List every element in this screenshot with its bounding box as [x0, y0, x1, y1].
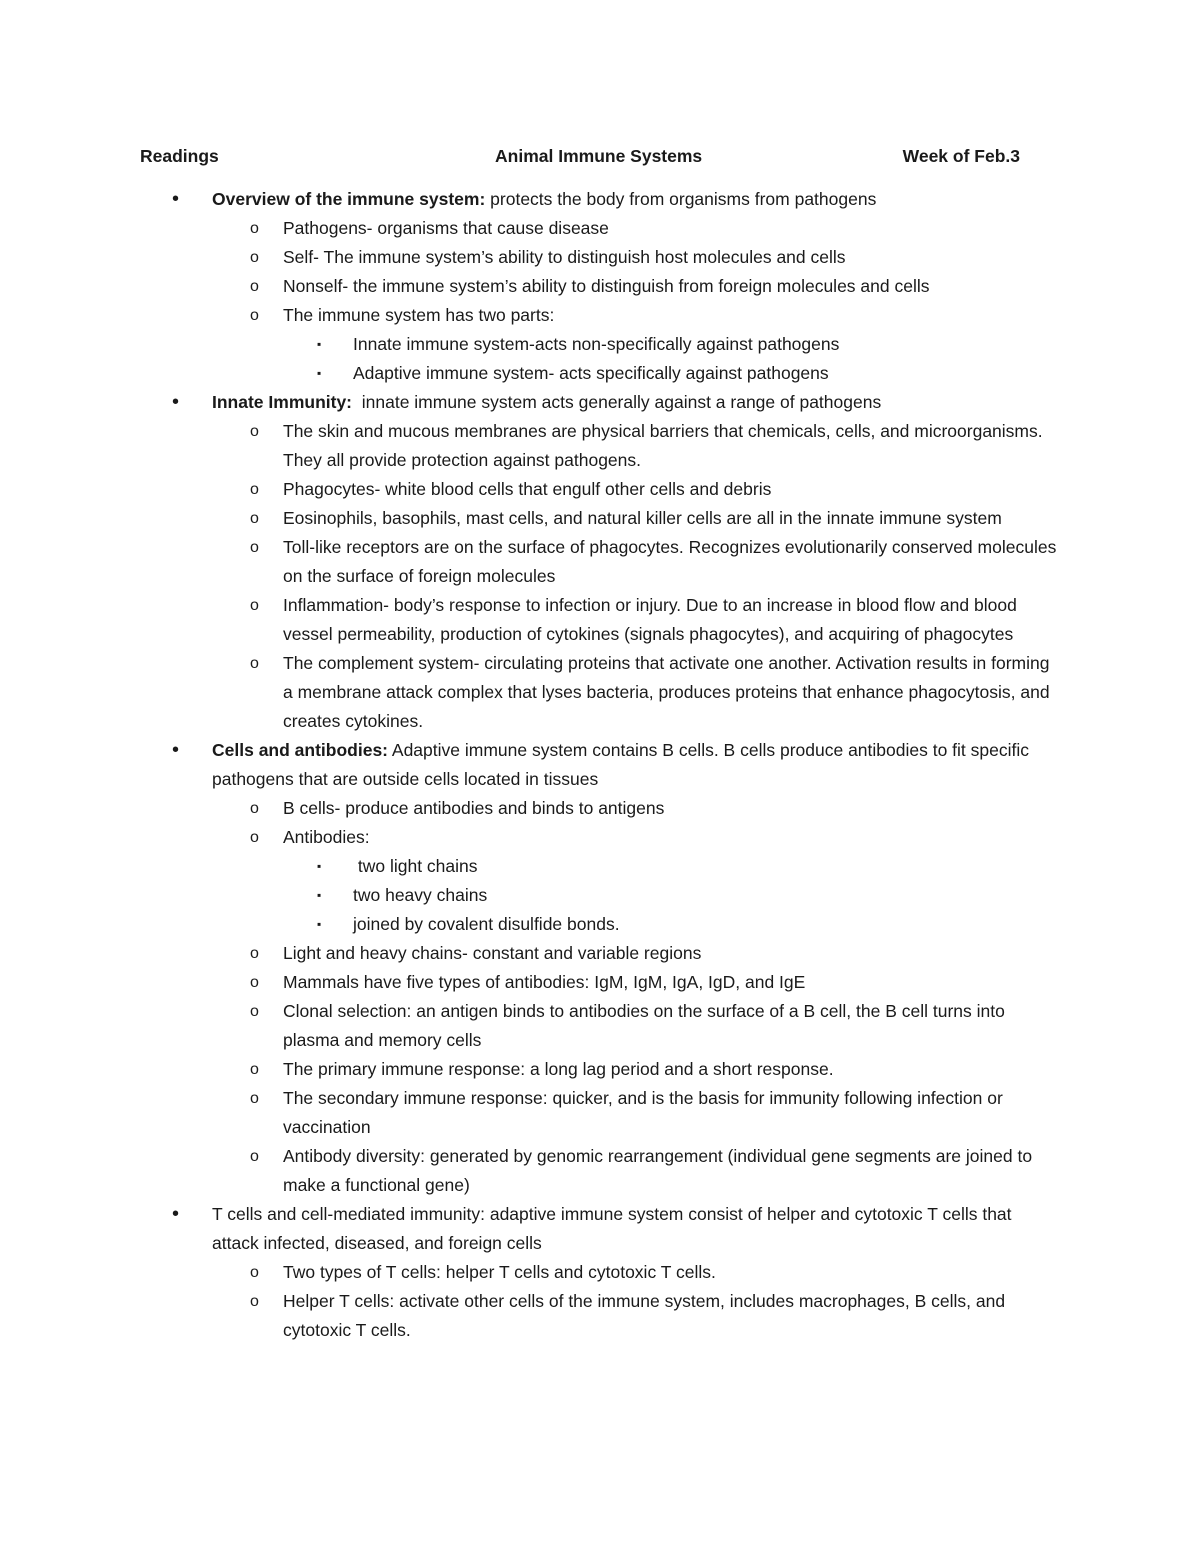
sub-bullet-item [0, 591, 1063, 649]
circle-bullet-icon: o [250, 945, 259, 962]
bullet-text: Clonal selection: an antigen binds to antibodies on the surface of a B cell, the B cell turns into plasma and memory cells [283, 1001, 1010, 1050]
bullet-text: The secondary immune response: quicker, and is the basis for immunity following infection or vaccination [283, 1088, 1008, 1137]
circle-bullet-icon: o [250, 1061, 259, 1078]
sub-bullet-item [0, 968, 1063, 997]
bullet-item [0, 185, 1062, 214]
circle-bullet-icon: o [250, 481, 259, 498]
header-left: Readings [140, 146, 219, 166]
circle-bullet-icon: o [250, 1264, 259, 1281]
bullet-item [0, 736, 1062, 794]
bullet-text: innate immune system acts generally against a range of pathogens [352, 392, 882, 412]
page-header [140, 146, 1020, 170]
sub-bullet-item [0, 1055, 1063, 1084]
circle-bullet-icon: o [250, 278, 259, 295]
circle-bullet-icon: o [250, 974, 259, 991]
bullet-text: Nonself- the immune system’s ability to distinguish from foreign molecules and cells [283, 276, 930, 296]
sub-bullet-item [0, 475, 1063, 504]
bullet-text: Pathogens- organisms that cause disease [283, 218, 609, 238]
sub-sub-bullet-item [0, 852, 1063, 881]
bullet-icon: • [172, 739, 180, 761]
sub-bullet-item [0, 1258, 1063, 1287]
circle-bullet-icon: o [250, 307, 259, 324]
bullet-text: Antibodies: [283, 827, 370, 847]
bullet-heading: Overview of the immune system: [212, 189, 486, 209]
sub-bullet-item [0, 794, 1063, 823]
sub-bullet-item [0, 939, 1063, 968]
bullet-item [0, 388, 1062, 417]
bullet-text: joined by covalent disulfide bonds. [353, 914, 620, 934]
header-title: Animal Immune Systems [495, 146, 703, 166]
sub-bullet-item [0, 504, 1063, 533]
bullet-text: Helper T cells: activate other cells of the immune system, includes macrophages, B cells, and cytotoxic T cells. [283, 1291, 1010, 1340]
sub-sub-bullet-item [0, 881, 1063, 910]
bullet-text: B cells- produce antibodies and binds to antigens [283, 798, 665, 818]
bullet-text: Adaptive immune system- acts specifically against pathogens [353, 363, 829, 383]
bullet-text: T cells and cell-mediated immunity: adaptive immune system consist of helper and cytotoxic T cells that attack infected, diseased, and foreign cells [212, 1204, 1017, 1253]
bullet-item [0, 1200, 1062, 1258]
circle-bullet-icon: o [250, 800, 259, 817]
bullet-text: Adaptive immune system contains B cells. B cells produce antibodies to fit specific pathogens that are outside cells located in tissues [212, 740, 1034, 789]
bullet-text: two heavy chains [353, 885, 488, 905]
bullet-text: two light chains [353, 856, 478, 876]
bullet-text: Self- The immune system’s ability to distinguish host molecules and cells [283, 247, 846, 267]
bullet-text: Innate immune system-acts non-specifically against pathogens [353, 334, 840, 354]
sub-sub-bullet-item [0, 330, 1063, 359]
circle-bullet-icon: o [250, 539, 259, 556]
bullet-icon: • [172, 1203, 180, 1225]
sub-bullet-item [0, 823, 1063, 852]
circle-bullet-icon: o [250, 829, 259, 846]
sub-bullet-item [0, 533, 1063, 591]
bullet-text: The immune system has two parts: [283, 305, 555, 325]
square-bullet-icon: ▪ [317, 917, 322, 931]
sub-sub-bullet-item [0, 910, 1063, 939]
circle-bullet-icon: o [250, 1090, 259, 1107]
sub-bullet-item [0, 301, 1063, 330]
square-bullet-icon: ▪ [317, 337, 322, 351]
circle-bullet-icon: o [250, 1148, 259, 1165]
bullet-text: The complement system- circulating proteins that activate one another. Activation results in forming a membrane attack complex that lyses bacteria, produces proteins that enhance phagocytosis, and creates cytokines. [283, 653, 1055, 731]
bullet-text: The skin and mucous membranes are physical barriers that chemicals, cells, and microorganisms. They all provide protection against pathogens. [283, 421, 1048, 470]
circle-bullet-icon: o [250, 1003, 259, 1020]
bullet-text: protects the body from organisms from pathogens [485, 189, 877, 209]
sub-bullet-item [0, 1142, 1063, 1200]
sub-bullet-item [0, 649, 1063, 736]
bullet-text: Toll-like receptors are on the surface of phagocytes. Recognizes evolutionarily conserved molecules on the surface of foreign molecules [283, 537, 1062, 586]
bullet-heading: Cells and antibodies: [212, 740, 388, 760]
circle-bullet-icon: o [250, 220, 259, 237]
circle-bullet-icon: o [250, 655, 259, 672]
sub-bullet-item [0, 1084, 1063, 1142]
circle-bullet-icon: o [250, 423, 259, 440]
circle-bullet-icon: o [250, 597, 259, 614]
sub-sub-bullet-item [0, 359, 1063, 388]
bullet-heading: Innate Immunity: [212, 392, 353, 412]
bullet-text: Mammals have five types of antibodies: IgM, IgM, IgA, IgD, and IgE [283, 972, 806, 992]
circle-bullet-icon: o [250, 249, 259, 266]
bullet-text: The primary immune response: a long lag period and a short response. [283, 1059, 834, 1079]
sub-bullet-item [0, 272, 1063, 301]
bullet-icon: • [172, 188, 180, 210]
bullet-icon: • [172, 391, 180, 413]
circle-bullet-icon: o [250, 1293, 259, 1310]
bullet-text: Light and heavy chains- constant and variable regions [283, 943, 702, 963]
square-bullet-icon: ▪ [317, 888, 322, 902]
square-bullet-icon: ▪ [317, 859, 322, 873]
bullet-text: Eosinophils, basophils, mast cells, and natural killer cells are all in the innate immune system [283, 508, 1002, 528]
header-date: Week of Feb.3 [902, 146, 1020, 166]
sub-bullet-item [0, 214, 1063, 243]
sub-bullet-item [0, 997, 1063, 1055]
sub-bullet-item [0, 1287, 1063, 1345]
sub-bullet-item [0, 243, 1063, 272]
sub-bullet-item [0, 417, 1063, 475]
bullet-text: Two types of T cells: helper T cells and cytotoxic T cells. [283, 1262, 716, 1282]
bullet-text: Antibody diversity: generated by genomic rearrangement (individual gene segments are joined to make a functional gene) [283, 1146, 1037, 1195]
circle-bullet-icon: o [250, 510, 259, 527]
bullet-text: Inflammation- body’s response to infection or injury. Due to an increase in blood flow and blood vessel permeability, production of cytokines (signals phagocytes), and acquiring of phagocytes [283, 595, 1022, 644]
bullet-text: Phagocytes- white blood cells that engulf other cells and debris [283, 479, 772, 499]
square-bullet-icon: ▪ [317, 366, 322, 380]
notes-outline [0, 185, 1200, 1345]
